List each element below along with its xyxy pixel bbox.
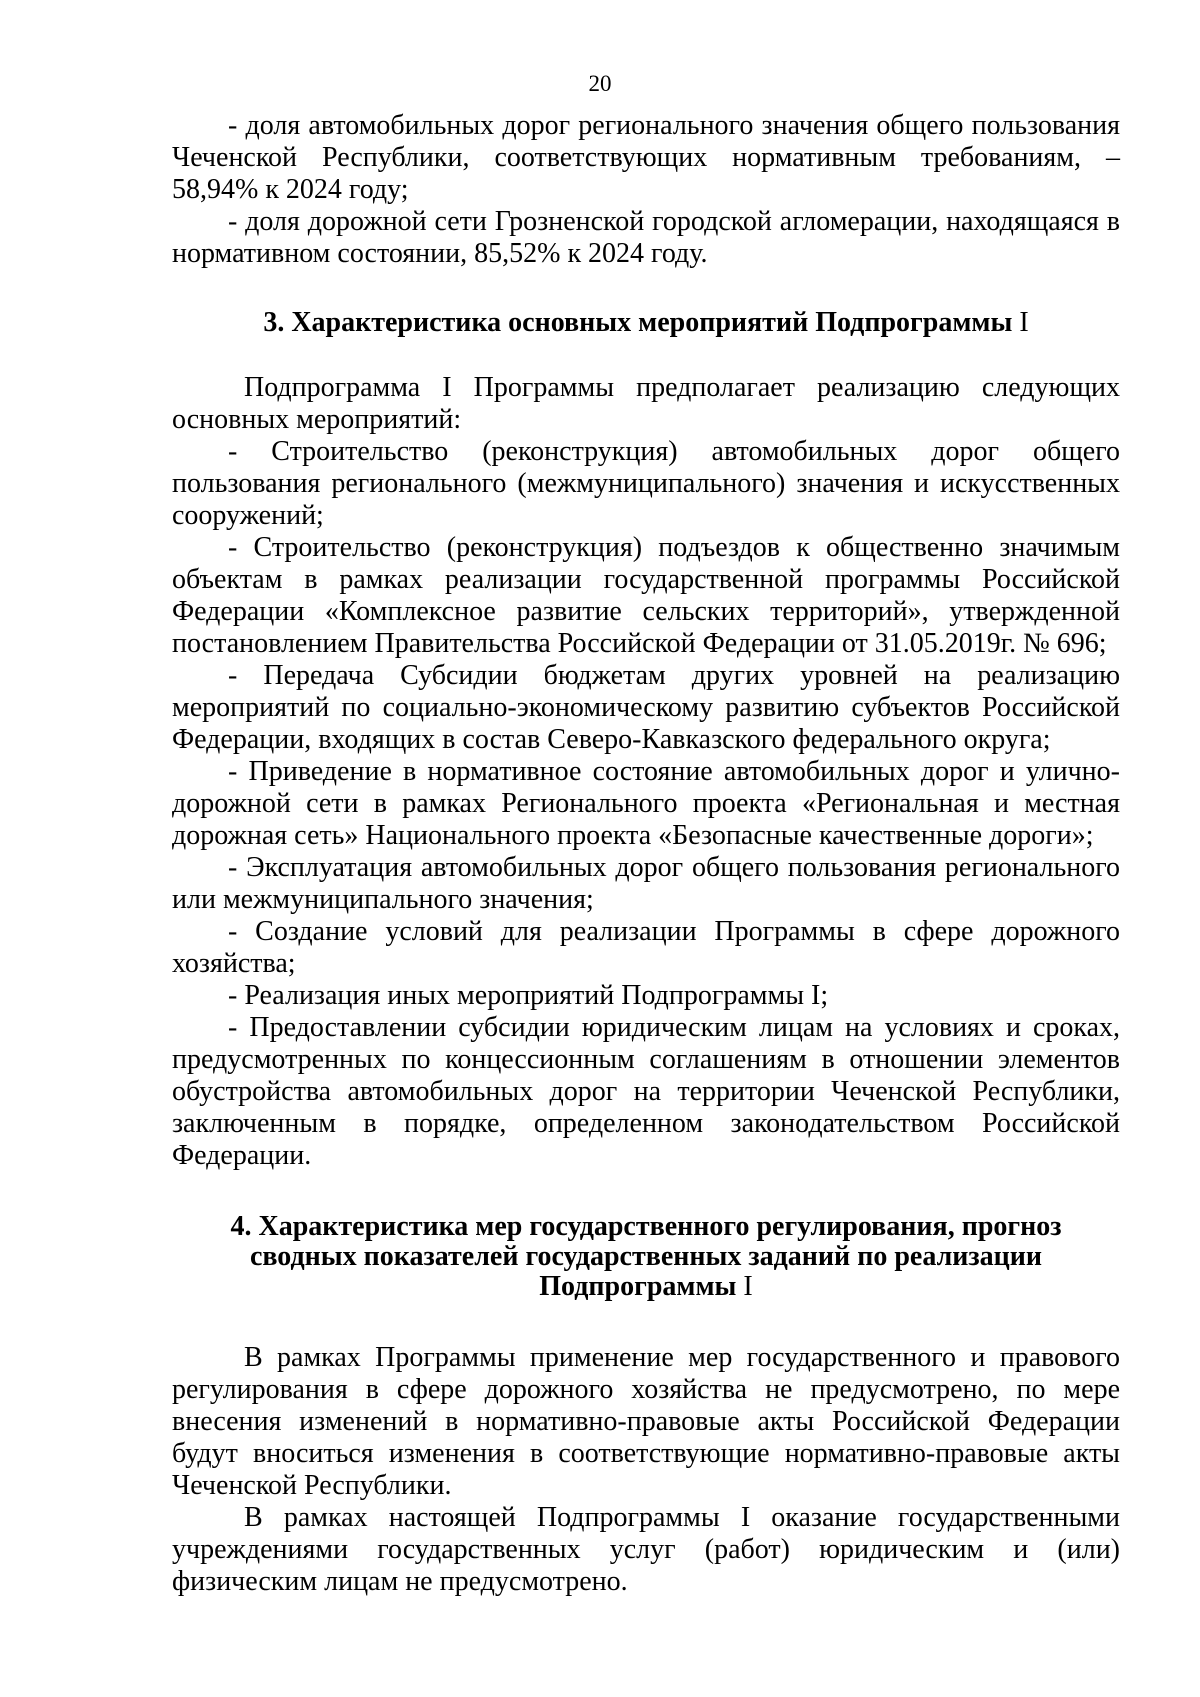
page-content: [172, 110, 1120, 1598]
list-item: - Передача Субсидии бюджетам других уровней на реализацию мероприятий по социально-экономическому развитию субъектов Российской Федерации, входящих в состав Северо-Кавказского федерального округа;: [172, 660, 1120, 755]
section-4-title-line: сводных показателей государственных заданий по реализации: [249, 1241, 1043, 1272]
section-3-title: 3. Характеристика основных мероприятий Подпрограммы: [263, 307, 1013, 338]
list-item: - Эксплуатация автомобильных дорог общего пользования регионального или межмуниципального значения;: [172, 852, 1120, 915]
list-item: - Предоставлении субсидии юридическим лицам на условиях и сроках, предусмотренных по концессионным соглашениям в отношении элементов обустройства автомобильных дорог на территории Чеченской Республики, заключенным в порядке, определенном законодательством Российской Федерации.: [172, 1012, 1120, 1171]
section-4-paragraph: В рамках Программы применение мер государственного и правового регулирования в сфере дорожного хозяйства не предусмотрено, по мере внесения изменений в нормативно-правовые акты Российской Федерации будут вноситься изменения в соответствующие нормативно-правовые акты Чеченской Республики.: [172, 1342, 1120, 1501]
section-4-title-word: Подпрограммы: [539, 1271, 737, 1302]
section-4-heading: [172, 1212, 1120, 1302]
intro-paragraph: - доля дорожной сети Грозненской городской агломерации, находящаяся в нормативном состоянии, 85,52% к 2024 году.: [172, 206, 1120, 269]
list-item: - Приведение в нормативное состояние автомобильных дорог и улично-дорожной сети в рамках Регионального проекта «Региональная и местная дорожная сеть» Национального проекта «Безопасные качественные дороги»;: [172, 756, 1120, 851]
section-4-paragraph: В рамках настоящей Подпрограммы I оказание государственными учреждениями государственных услуг (работ) юридическим и (или) физическим лицам не предусмотрено.: [172, 1502, 1120, 1597]
list-item: - Создание условий для реализации Программы в сфере дорожного хозяйства;: [172, 916, 1120, 979]
intro-paragraph: - доля автомобильных дорог регионального значения общего пользования Чеченской Республики, соответствующих нормативным требованиям, – 58,94% к 2024 году;: [172, 110, 1120, 205]
section-3-intro: Подпрограмма I Программы предполагает реализацию следующих основных мероприятий:: [172, 372, 1120, 435]
section-3-title-suffix: I: [1019, 307, 1029, 338]
list-item: - Строительство (реконструкция) подъездов к общественно значимым объектам в рамках реализации государственной программы Российской Федерации «Комплексное развитие сельских территорий», утвержденной постановлением Правительства Российской Федерации от 31.05.2019г. № 696;: [172, 532, 1120, 659]
section-4-title-suffix: I: [743, 1271, 753, 1302]
page-number: 20: [588, 71, 612, 96]
section-4-title-line: 4. Характеристика мер государственного регулирования, прогноз: [230, 1211, 1062, 1242]
list-item: - Строительство (реконструкция) автомобильных дорог общего пользования регионального (межмуниципального) значения и искусственных сооружений;: [172, 436, 1120, 531]
section-4-title-line: [172, 1272, 1120, 1302]
list-item: - Реализация иных мероприятий Подпрограммы I;: [228, 980, 829, 1011]
section-3-heading: [172, 308, 1120, 338]
